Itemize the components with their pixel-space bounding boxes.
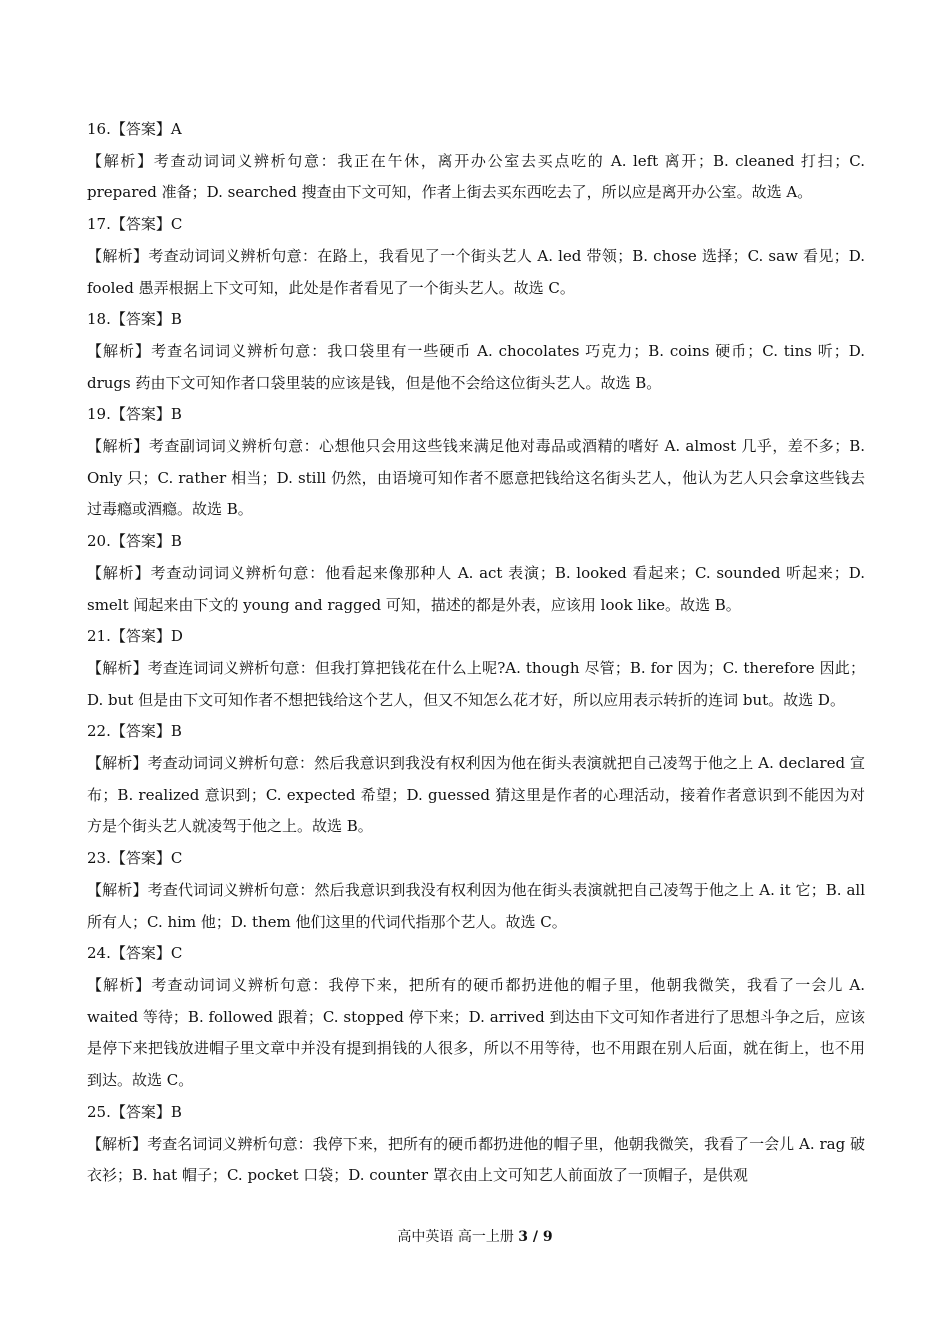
entry-23 (87, 843, 865, 938)
answer-line: 24.【答案】C (87, 944, 183, 963)
answer-line: 23.【答案】C (87, 849, 183, 868)
answer-line: 16.【答案】A (87, 120, 182, 138)
page-footer (0, 1226, 950, 1246)
entry-24 (87, 938, 865, 1097)
analysis-paragraph: 【解析】考查动词词义辨析句意：我正在午休，离开办公室去买点吃的 A. left 离开；B. cleaned 打扫；C. prepared 准备；D. searched 搜查由下文可知，作者上街去买东西吃去了，所以应是离开办公室。故选 A。 (87, 151, 865, 202)
entry-21 (87, 621, 865, 716)
entry-22 (87, 716, 865, 843)
analysis-paragraph: 【解析】考查动词词义辨析句意：然后我意识到我没有权利因为他在街头表演就把自己凌驾于他之上 A. declared 宣布；B. realized 意识到；C. expected 希望；D. guessed 猜这里是作者的心理活动，接着作者意识到不能因为对方是个街头艺人就凌驾于他之上。故选 B。 (87, 754, 865, 836)
footer-label: 高中英语 高一上册 (397, 1229, 519, 1245)
answer-line: 20.【答案】B (87, 532, 182, 551)
answer-line: 18.【答案】B (87, 310, 182, 329)
entry-16 (87, 114, 865, 209)
analysis-paragraph: 【解析】考查名词词义辨析句意：我停下来，把所有的硬币都扔进他的帽子里，他朝我微笑，我看了一会儿 A. rag 破衣衫；B. hat 帽子；C. pocket 口袋；D. counter 罩衣由上文可知艺人前面放了一顶帽子，是供观 (87, 1134, 865, 1185)
entry-18 (87, 304, 865, 399)
analysis-paragraph: 【解析】考查副词词义辨析句意：心想他只会用这些钱来满足他对毒品或酒精的嗜好 A. almost 几乎，差不多；B. Only 只；C. rather 相当；D. still 仍然，由语境可知作者不愿意把钱给这名街头艺人，他认为艺人只会拿这些钱去过毒瘾或酒瘾。故选 B。 (87, 437, 865, 519)
answer-list (87, 114, 865, 1192)
analysis-paragraph: 【解析】考查动词词义辨析句意：他看起来像那种人 A. act 表演；B. looked 看起来；C. sounded 听起来；D. smelt 闻起来由下文的 young and ragged 可知，描述的都是外表，应该用 look like。故选 B。 (87, 563, 865, 614)
answer-line: 21.【答案】D (87, 627, 183, 646)
entry-19 (87, 399, 865, 526)
analysis-paragraph: 【解析】考查动词词义辨析句意：我停下来，把所有的硬币都扔进他的帽子里，他朝我微笑，我看了一会儿 A. waited 等待；B. followed 跟着；C. stopped 停下来；D. arrived 到达由下文可知作者进行了思想斗争之后，应该是停下来把钱放进帽子里文章中并没有提到捐钱的人很多，所以不用等待，也不用跟在别人后面，就在街上，也不用到达。故选 C。 (87, 975, 865, 1090)
answer-line: 22.【答案】B (87, 722, 182, 741)
analysis-paragraph: 【解析】考查名词词义辨析句意：我口袋里有一些硬币 A. chocolates 巧克力；B. coins 硬币；C. tins 听；D. drugs 药由下文可知作者口袋里装的应该是钱，但是他不会给这位街头艺人。故选 B。 (87, 341, 865, 392)
answer-line: 19.【答案】B (87, 405, 182, 424)
entry-17 (87, 209, 865, 304)
page-number: 3 / 9 (518, 1229, 553, 1245)
answer-line: 25.【答案】B (87, 1102, 182, 1121)
entry-20 (87, 526, 865, 621)
analysis-paragraph: 【解析】考查动词词义辨析句意：在路上，我看见了一个街头艺人 A. led 带领；B. chose 选择；C. saw 看见；D. fooled 愚弄根据上下文可知，此处是作者看见了一个街头艺人。故选 C。 (87, 246, 865, 297)
analysis-paragraph: 【解析】考查代词词义辨析句意：然后我意识到我没有权利因为他在街头表演就把自己凌驾于他之上 A. it 它；B. all 所有人；C. him 他；D. them 他们这里的代词代指那个艺人。故选 C。 (87, 880, 865, 931)
answer-line: 17.【答案】C (87, 215, 183, 234)
entry-25 (87, 1097, 865, 1192)
analysis-paragraph: 【解析】考查连词词义辨析句意：但我打算把钱花在什么上呢?A. though 尽管；B. for 因为；C. therefore 因此；D. but 但是由下文可知作者不想把钱给这个艺人，但又不知怎么花才好，所以应用表示转折的连词 but。故选 D。 (87, 658, 865, 709)
